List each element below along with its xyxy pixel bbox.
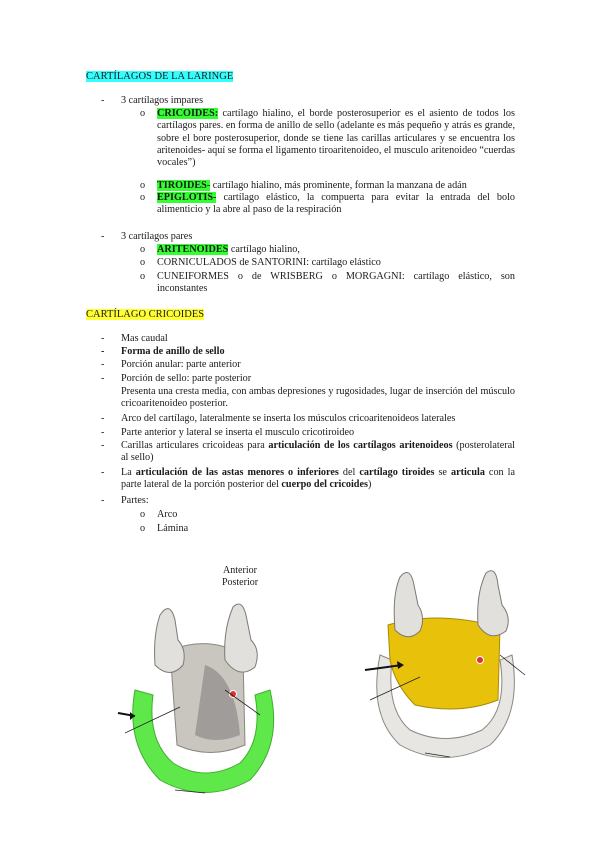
bullet-marker: o [140, 523, 146, 534]
heading-cartilago-cricoides: CARTÍLAGO CRICOIDES [86, 309, 205, 320]
cricoid-illustration-right [360, 565, 530, 780]
bullet-marker: o [140, 509, 146, 520]
item-corniculados: CORNICULADOS de SANTORINI: cartílago elástico [157, 257, 381, 268]
dash-marker: - [101, 231, 105, 242]
bullet-marker: o [140, 271, 146, 282]
dash-marker: - [101, 413, 105, 424]
parte-arco: Arco [157, 509, 178, 520]
heading-cartilagos-laringe: CARTÍLAGOS DE LA LARINGE [86, 71, 234, 82]
dash-marker: - [101, 359, 105, 370]
item-cuneiformes: CUNEIFORMES o de WRISBERG o MORGAGNI: cartílago elástico, son inconstantes [157, 271, 515, 295]
insertion-point-shape [477, 657, 484, 664]
arytenoid-left-shape [155, 609, 185, 673]
cricoides-arco: Arco del cartílago, lateralmente se inserta los músculos cricoaritenoideos laterales [121, 413, 456, 424]
figure-caption: Anterior Posterior [221, 565, 259, 588]
cricoides-parte-anterior: Parte anterior y lateral se inserta el musculo cricotiroideo [121, 427, 355, 438]
dash-marker: - [101, 373, 105, 384]
cricoides-articulacion-astas: La articulación de las astas menores o inferiores del cartílago tiroides se articula con la parte lateral de la porción posterior del cuerpo del cricoides) [121, 467, 516, 491]
cricoides-partes: Partes: [121, 495, 149, 506]
arytenoid-right-shape [478, 571, 509, 636]
impares-intro: 3 cartílagos impares [121, 95, 204, 106]
bullet-marker: o [140, 257, 146, 268]
dash-marker: - [101, 346, 105, 357]
cricoides-porcion-anular: Porción anular: parte anterior [121, 359, 241, 370]
bullet-marker: o [140, 180, 146, 191]
bullet-marker: o [140, 192, 146, 203]
bullet-marker: o [140, 244, 146, 255]
item-aritenoides: ARITENOIDES cartílago hialino, [157, 244, 300, 255]
item-cricoides: CRICOIDES: cartílago hialino, el borde posterosuperior es el asiento de todos los cartílagos pares. en forma de anillo de sello (adelante es más pequeño y atrás es grande, sobre el bore posterosuperior, donde se tiene las carillas articulares y se encuentra los aritenoides- aquí se forma el ligamento tiroaritenoideo, el musculo aritenoideo “cuerdas vocales”) [157, 108, 515, 169]
dash-marker: - [101, 495, 105, 506]
cricoides-presenta: Presenta una cresta media, con ambas depresiones y rugosidades, lugar de inserción del músculo cricoaritenoideo posterior. [121, 386, 515, 410]
parte-lamina: Lámina [157, 523, 189, 534]
cricoides-forma: Forma de anillo de sello [121, 346, 225, 357]
cricoides-mas-caudal: Mas caudal [121, 333, 168, 344]
item-epiglotis: EPIGLOTIS- cartílago elástico, la compuerta para evitar la entrada del bolo alimenticio y la abre al paso de la respiración [157, 192, 515, 216]
bullet-marker: o [140, 108, 146, 119]
pares-intro: 3 cartílagos pares [121, 231, 193, 242]
dash-marker: - [101, 440, 105, 451]
dash-marker: - [101, 427, 105, 438]
cricoid-illustration-left [115, 595, 290, 805]
dash-marker: - [101, 333, 105, 344]
dash-marker: - [101, 95, 105, 106]
arytenoid-right-shape [225, 604, 258, 672]
dash-marker: - [101, 467, 105, 478]
cricoides-porcion-sello: Porción de sello: parte posterior [121, 373, 252, 384]
arytenoid-left-shape [394, 573, 422, 637]
cricoides-carillas: Carillas articulares cricoideas para articulación de los cartílagos aritenoideos (posterolateral al sello) [121, 440, 515, 464]
item-tiroides: TIROIDES- cartílago hialino, más prominente, forman la manzana de adán [157, 180, 467, 191]
